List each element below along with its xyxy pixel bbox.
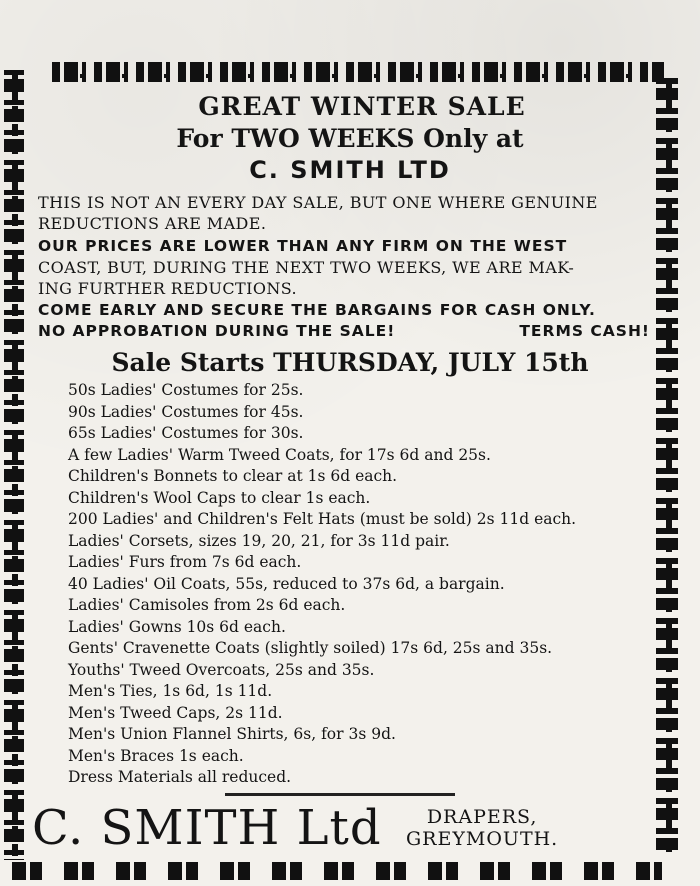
sale-item: A few Ladies' Warm Tweed Coats, for 17s 6d and 25s.: [68, 445, 491, 464]
sale-start-date: Sale Starts THURSDAY, JULY 15th: [111, 348, 589, 377]
intro-line: THIS IS NOT AN EVERY DAY SALE, BUT ONE WHERE GENUINE: [38, 193, 598, 212]
prices-line: COAST, BUT, DURING THE NEXT TWO WEEKS, WE ARE MAK-: [38, 258, 575, 277]
sale-items-list: [68, 380, 628, 789]
prices-line: OUR PRICES ARE LOWER THAN ANY FIRM ON THE WEST: [38, 237, 568, 255]
sale-item: Dress Materials all reduced.: [68, 768, 292, 786]
sale-item: 90s Ladies' Costumes for 45s.: [68, 402, 304, 421]
sale-item: 65s Ladies' Costumes for 30s.: [68, 424, 304, 442]
ornamental-border-left: [4, 70, 24, 860]
no-approbation: NO APPROBATION DURING THE SALE!: [38, 322, 396, 340]
sale-item: Ladies' Furs from 7s 6d each.: [68, 553, 302, 571]
intro-line: REDUCTIONS ARE MADE.: [38, 214, 267, 233]
sale-item: Gents' Cravenette Coats (slightly soiled) 17s 6d, 25s and 35s.: [68, 639, 553, 657]
subheadline: For TWO WEEKS Only at: [176, 124, 524, 153]
intro-paragraph: [38, 192, 650, 234]
footer-store-name: C. SMITH Ltd: [32, 800, 382, 856]
prices-line: ING FURTHER REDUCTIONS.: [38, 279, 298, 298]
sale-item: Children's Bonnets to clear at 1s 6d each.: [68, 467, 398, 485]
sale-item: Ladies' Corsets, sizes 19, 20, 21, for 3s 11d pair.: [68, 531, 450, 550]
prices-paragraph: [38, 236, 650, 299]
headline: GREAT WINTER SALE: [198, 92, 526, 121]
ornamental-border-right: [656, 78, 678, 858]
sale-item: 200 Ladies' and Children's Felt Hats (must be sold) 2s 11d each.: [68, 510, 577, 528]
sale-item: Children's Wool Caps to clear 1s each.: [68, 488, 371, 507]
ornamental-border-top: [52, 62, 664, 82]
ornamental-border-bottom: [12, 862, 662, 880]
sale-item: Men's Union Flannel Shirts, 6s, for 3s 9d.: [68, 725, 396, 743]
terms-cash: TERMS CASH!: [519, 322, 650, 340]
sale-item: Men's Ties, 1s 6d, 1s 11d.: [68, 682, 273, 700]
sale-item: Men's Tweed Caps, 2s 11d.: [68, 703, 283, 722]
store-name: C. SMITH LTD: [249, 156, 451, 184]
terms-line: [38, 321, 650, 342]
sale-item: 40 Ladies' Oil Coats, 55s, reduced to 37s 6d, a bargain.: [68, 574, 505, 593]
sale-item: Ladies' Gowns 10s 6d each.: [68, 617, 286, 636]
sale-item: 50s Ladies' Costumes for 25s.: [68, 381, 304, 399]
footer-address: [406, 806, 558, 850]
sale-item: Men's Braces 1s each.: [68, 746, 244, 765]
notice-block: [38, 300, 650, 342]
footer-trade: DRAPERS,: [426, 806, 538, 828]
divider-rule: [225, 793, 455, 796]
footer-town: GREYMOUTH.: [406, 828, 559, 850]
come-early-line: COME EARLY AND SECURE THE BARGAINS FOR CASH ONLY.: [38, 301, 596, 319]
sale-item: Ladies' Camisoles from 2s 6d each.: [68, 596, 346, 614]
sale-item: Youths' Tweed Overcoats, 25s and 35s.: [68, 660, 375, 679]
